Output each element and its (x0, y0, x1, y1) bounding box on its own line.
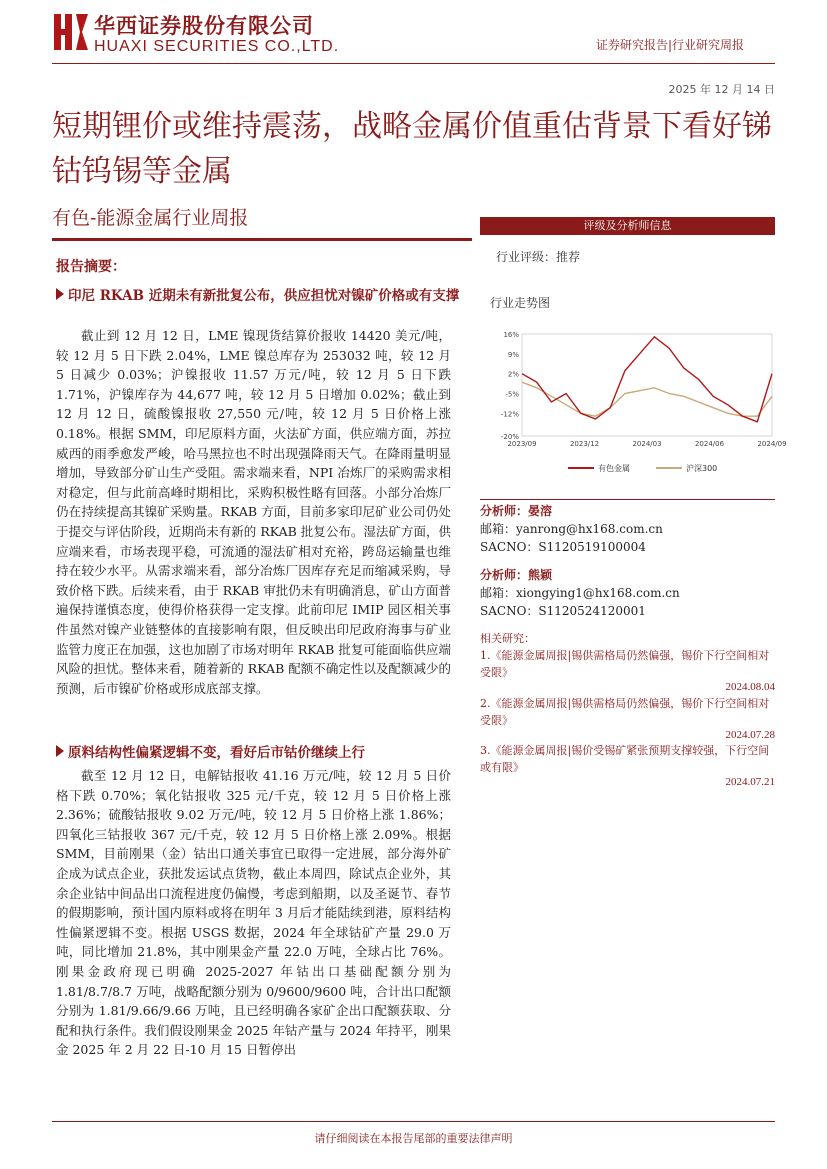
related-research-date: 2024.08.04 (725, 681, 775, 693)
footer-divider (52, 1121, 775, 1122)
company-logo-icon (54, 12, 88, 52)
related-research-item[interactable]: 2.《能源金属周报|锡供需格局仍然偏强，锡价下行空间相对受限》 (480, 697, 770, 727)
report-type-label: 证券研究报告|行业研究周报 (596, 38, 745, 52)
trend-heading: 行业走势图 (490, 296, 551, 310)
analyst-name: 分析师：熊颖 (480, 568, 553, 582)
header-divider (52, 63, 775, 64)
chart-series-line (522, 382, 772, 416)
chart-x-tick-label: 2024/03 (632, 440, 662, 448)
chart-y-tick-label: -5% (505, 390, 519, 399)
chart-series-line (522, 337, 772, 422)
related-research-date: 2024.07.28 (725, 729, 775, 741)
chart-y-tick-label: -20% (500, 433, 519, 441)
section-heading-nickel: 印尼 RKAB 近期未有新批复公布，供应担忧对镍矿价格或有支撑 (56, 286, 471, 307)
report-date: 2025 年 12 月 14 日 (668, 83, 775, 96)
chart-y-tick-label: 9% (507, 350, 519, 359)
rating-analyst-bar: 评级及分析师信息 (480, 217, 775, 235)
chart-x-tick-label: 2024/09 (757, 440, 787, 448)
report-subtitle: 有色-能源金属行业周报 (52, 207, 249, 229)
triangle-bullet-icon (56, 745, 64, 757)
related-research-item[interactable]: 3.《能源金属周报|锡价受锡矿紧张预期支撑较强，下行空间或有限》 (480, 744, 770, 774)
chart-y-tick-label: -12% (500, 410, 519, 419)
chart-x-tick-label: 2023/09 (507, 440, 537, 448)
analyst-name: 分析师：晏溶 (480, 504, 553, 518)
analyst-block (480, 566, 680, 620)
company-name-en: HUAXI SECURITIES CO.,LTD. (94, 38, 340, 55)
chart-legend-label: 有色金属 (598, 464, 630, 473)
chart-legend-label: 沪深300 (686, 464, 718, 473)
section-body-cobalt: 截至 12 月 12 日，电解钴报收 41.16 万元/吨，较 12 月 5 日价格下跌 0.70%；氧化钴报收 325 元/千克，较 12 月 5 日价格上涨 2.36%；硫酸钴报收 9.02 万元/吨，较 12 月 5 日价格上涨 1.86%；四氧化三钴报收 367 元/千克，较 12 月 5 日价格上涨 2.09%。根据 SMM，目前刚果（金）钴出口通关事宜已取得一定进展，部分海外矿企成为试点企业，获批发运试点货物，截止本周四，除试点企业外，其余企业钴中间品出口流程进度仍偏慢，考虑到船期，以及圣诞节、春节的假期影响，预计国内原料或将在明年 3 月后才能陆续到港，原料结构性偏紧逻辑不变。根据 USGS 数据，2024 年全球钴矿产量 29.0 万吨，同比增加 21.8%，其中刚果金产量 22.0 万吨，全球占比 76%。刚果金政府现已明确 2025-2027 年钴出口基础配额分别为 1.81/8.7/8.7 万吨，战略配额分别为 0/9600/9600 吨，合计出口配额分别为 1.81/9.66/9.66 万吨，且已经明确各家矿企出口配额获取、分配和执行条件。我们假设刚果金 2025 年钴产量与 2024 年持平，刚果金 2025 年 2 月 22 日-10 月 15 日暂停出 (56, 768, 451, 1058)
analyst-sacno: SACNO：S1120519100004 (480, 540, 646, 554)
chart-x-tick-label: 2024/06 (694, 440, 725, 448)
analyst-divider (480, 499, 775, 500)
chart-y-tick-label: 2% (507, 370, 519, 379)
related-research-heading: 相关研究： (480, 632, 535, 645)
related-research-date: 2024.07.21 (725, 776, 775, 788)
chart-plot-frame (522, 334, 772, 436)
section-body-nickel: 截止到 12 月 12 日，LME 镍现货结算价报收 14420 美元/吨，较 12 月 5 日下跌 2.04%，LME 镍总库存为 253032 吨，较 12 月 5 日减少 0.03%；沪镍报收 11.57 万元/吨，较 12 月 5 日下跌 1.71%，沪镍库存为 44,677 吨，较 12 月 5 日增加 0.02%；截止到 12 月 12 日，硫酸镍报收 27,550 元/吨，较 12 月 5 日价格上涨 0.18%。根据 SMM，印尼原料方面，火法矿方面，供应端方面，苏拉威西的雨季愈发严峻，哈马黑拉也不时出现强降雨天气。在降雨量明显增加，导致部分矿山生产受阻。需求端来看，NPI 冶炼厂的采购需求相对稳定，但与此前高峰时期相比，采购积极性略有回落。小部分冶炼厂仍在持续提高其镍矿采购量。RKAB 方面，目前多家印尼矿业公司仍处于提交与评估阶段，近期尚未有新的 RKAB 批复公布。湿法矿方面，供应端来看，市场表现平稳，可流通的湿法矿相对充裕，跨岛运输量也维持在较少水平。从需求端来看，部分冶炼厂因库存充足而缩减采购，导致价格下跌。后续来看，由于 RKAB 审批仍未有明确消息，矿山方面普遍保持谨慎态度，使得价格获得一定支撑。此前印尼 IMIP 园区相关事件虽然对镍产业链整体的直接影响有限，但反映出印尼政府海事与矿业监管力度正在加强，这也加剧了市场对明年 RKAB 批复可能面临供应端风险的担忧。整体来看，随着新的 RKAB 配额不确定性以及配额减少的预测，后市镍矿价格或形成底部支撑。 (56, 328, 451, 696)
analyst-email[interactable]: 邮箱：xiongying1@hx168.com.cn (480, 586, 680, 600)
related-research-item[interactable]: 1.《能源金属周报|锡供需格局仍然偏强，锡价下行空间相对受限》 (480, 649, 770, 679)
left-column-rule (52, 238, 472, 241)
summary-heading: 报告摘要： (56, 259, 126, 275)
section-heading-cobalt: 原料结构性偏紧逻辑不变，看好后市钴价继续上行 (56, 743, 471, 764)
analyst-sacno: SACNO：S1120524120001 (480, 604, 646, 618)
report-title: 短期锂价或维持震荡，战略金属价值重估背景下看好锑钴钨锡等金属 (52, 109, 772, 189)
chart-x-tick-label: 2023/12 (569, 440, 600, 448)
triangle-bullet-icon (56, 288, 64, 300)
industry-rating: 行业评级：推荐 (496, 250, 581, 264)
analyst-email[interactable]: 邮箱：yanrong@hx168.com.cn (480, 522, 663, 536)
legal-notice: 请仔细阅读在本报告尾部的重要法律声明 (314, 1132, 513, 1145)
analyst-block (480, 502, 663, 556)
industry-trend-chart (490, 328, 787, 480)
chart-y-tick-label: 16% (503, 331, 519, 339)
company-name-cn: 华西证券股份有限公司 (94, 14, 314, 38)
